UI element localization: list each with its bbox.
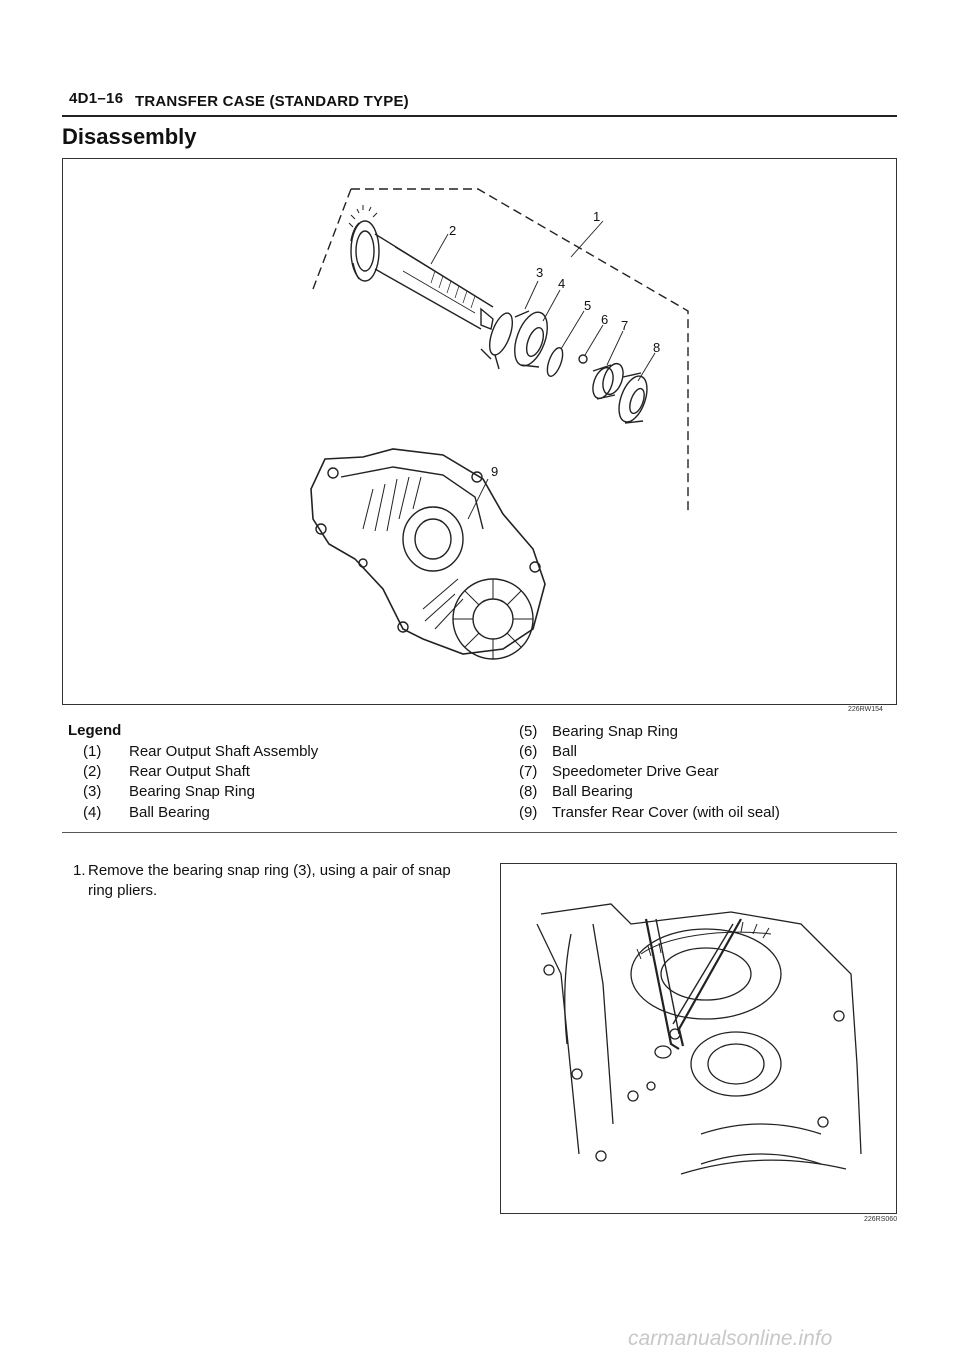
callout-5: 5 bbox=[584, 298, 592, 313]
legend-item: (1) Rear Output Shaft Assembly bbox=[83, 743, 319, 760]
step-1 bbox=[73, 861, 473, 901]
legend-item: (8) Ball Bearing bbox=[519, 783, 633, 800]
legend-item: (5) Bearing Snap Ring bbox=[519, 723, 678, 740]
snap-ring-pliers-drawing bbox=[501, 864, 896, 1213]
legend-item: (7) Speedometer Drive Gear bbox=[519, 763, 719, 780]
page-number: 4D1–16 bbox=[69, 90, 124, 107]
snap-ring-pliers-figure bbox=[500, 863, 897, 1214]
watermark: carmanualsonline.info bbox=[628, 1327, 833, 1350]
figure-code: 226RW154 bbox=[848, 706, 883, 713]
page-title: TRANSFER CASE (STANDARD TYPE) bbox=[135, 93, 409, 110]
header-rule bbox=[62, 115, 897, 117]
step-text: Remove the bearing snap ring (3), using a pair of snap bbox=[88, 862, 451, 879]
callout-7: 7 bbox=[621, 318, 629, 333]
legend-item: (6) Ball bbox=[519, 743, 578, 760]
legend-item: (4) Ball Bearing bbox=[83, 804, 210, 821]
section-title: Disassembly bbox=[62, 124, 197, 149]
step-text-cont: ring pliers. bbox=[88, 882, 158, 899]
callout-2: 2 bbox=[449, 223, 457, 238]
callout-9: 9 bbox=[491, 464, 499, 479]
legend-item: (9) Transfer Rear Cover (with oil seal) bbox=[519, 804, 780, 821]
legend-item: (3) Bearing Snap Ring bbox=[83, 783, 255, 800]
callout-6: 6 bbox=[601, 312, 609, 327]
figure-code: 226RS060 bbox=[864, 1216, 898, 1223]
exploded-view-drawing bbox=[63, 159, 896, 704]
step-index: 1. bbox=[73, 862, 86, 879]
exploded-view-figure bbox=[62, 158, 897, 705]
callout-4: 4 bbox=[558, 276, 566, 291]
callout-8: 8 bbox=[653, 340, 661, 355]
callout-1: 1 bbox=[593, 209, 601, 224]
legend-item: (2) Rear Output Shaft bbox=[83, 763, 250, 780]
legend-heading: Legend bbox=[68, 722, 122, 739]
legend-rule bbox=[62, 832, 897, 833]
callout-3: 3 bbox=[536, 265, 544, 280]
